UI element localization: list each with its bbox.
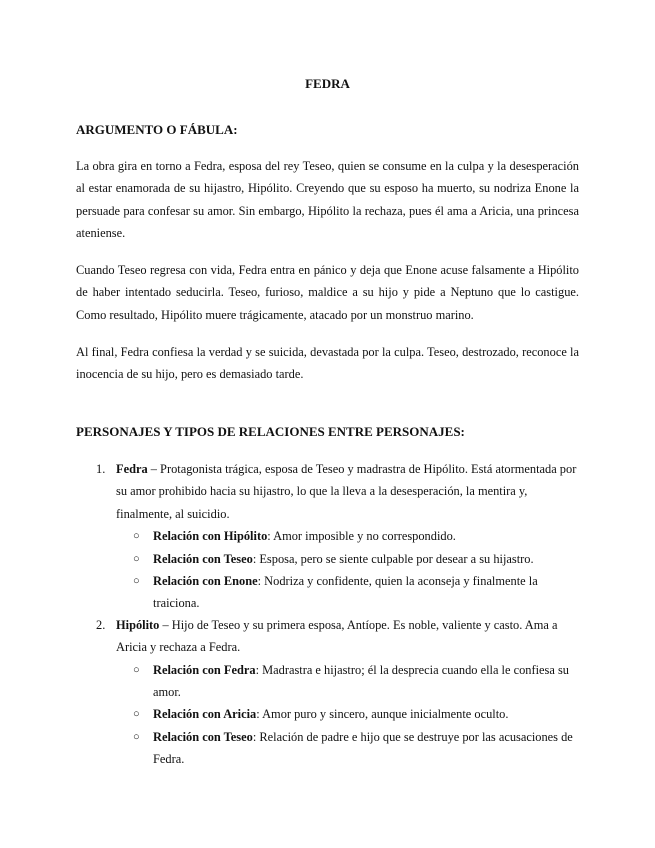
relation-body — [153, 548, 580, 570]
document-title: FEDRA — [305, 76, 350, 91]
list-item — [133, 659, 580, 704]
character-description: – Protagonista trágica, esposa de Teseo y madrastra de Hipólito. Está atormentada por su amor prohibido hacia su hijastro, lo que la lleva a la desesperación, la mentira y, finalmente, al suicidio. — [116, 462, 577, 521]
character-description: – Hijo de Teseo y su primera esposa, Antíope. Es noble, valiente y casto. Ama a Aricia y rechaza a Fedra. — [116, 618, 558, 655]
relation-label: Relación con Teseo — [153, 552, 253, 566]
relation-body — [153, 726, 580, 771]
relation-label: Relación con Fedra — [153, 663, 256, 677]
relation-text: : Amor imposible y no correspondido. — [267, 529, 456, 543]
relation-body — [153, 525, 580, 547]
circle-bullet-icon: ○ — [133, 575, 140, 587]
relation-body — [153, 570, 580, 615]
list-number: 2. — [96, 618, 106, 632]
character-name: Hipólito — [116, 618, 160, 632]
list-item — [96, 614, 580, 659]
list-item — [133, 726, 580, 771]
circle-bullet-icon: ○ — [133, 731, 140, 743]
relation-label: Relación con Aricia — [153, 707, 257, 721]
relation-text: : Amor puro y sincero, aunque inicialmente oculto. — [256, 707, 509, 721]
paragraph-2: Cuando Teseo regresa con vida, Fedra entra en pánico y deja que Enone acuse falsamente a Hipólito de haber intentado seducirla. Teseo, furioso, maldice a su hijo y pide a Neptuno que lo castigue. Como resultado, Hipólito muere trágicamente, atacado por un monstruo marino. — [76, 263, 579, 322]
circle-bullet-icon: ○ — [133, 708, 140, 720]
list-number: 1. — [96, 462, 106, 476]
relation-text: : Esposa, pero se siente culpable por desear a su hijastro. — [252, 552, 534, 566]
relation-text: : Relación de padre e hijo que se destruye por las acusaciones de Fedra. — [153, 730, 573, 767]
list-item — [133, 548, 580, 570]
relation-label: Relación con Teseo — [153, 730, 253, 744]
character-name: Fedra — [116, 462, 148, 476]
list-item — [96, 458, 580, 525]
relation-label: Relación con Enone — [153, 574, 258, 588]
relation-body — [153, 659, 580, 704]
list-item — [133, 570, 580, 615]
paragraph-1: La obra gira en torno a Fedra, esposa del rey Teseo, quien se consume en la culpa y la desesperación al estar enamorada de su hijastro, Hipólito. Creyendo que su esposo ha muerto, su nodriza Enone la persuade para confesar su amor. Sin embargo, Hipólito la rechaza, pues él ama a Aricia, una princesa ateniense. — [76, 159, 579, 240]
relation-label: Relación con Hipólito — [153, 529, 268, 543]
paragraph-3: Al final, Fedra confiesa la verdad y se suicida, devastada por la culpa. Teseo, destrozado, reconoce la inocencia de su hijo, pero es demasiado tarde. — [76, 345, 579, 382]
relation-text: : Nodriza y confidente, quien la aconseja y finalmente la traiciona. — [153, 574, 538, 611]
relation-text: : Madrastra e hijastro; él la desprecia cuando ella le confiesa su amor. — [153, 663, 569, 700]
list-item — [133, 525, 580, 547]
list-item — [133, 703, 580, 725]
list-item-body — [116, 614, 580, 659]
circle-bullet-icon: ○ — [133, 530, 140, 542]
relation-body — [153, 703, 580, 725]
section-heading-characters: PERSONAJES Y TIPOS DE RELACIONES ENTRE PERSONAJES: — [76, 424, 465, 439]
circle-bullet-icon: ○ — [133, 553, 140, 565]
section-heading-argument: ARGUMENTO O FÁBULA: — [76, 122, 238, 137]
circle-bullet-icon: ○ — [133, 664, 140, 676]
list-item-body — [116, 458, 580, 525]
